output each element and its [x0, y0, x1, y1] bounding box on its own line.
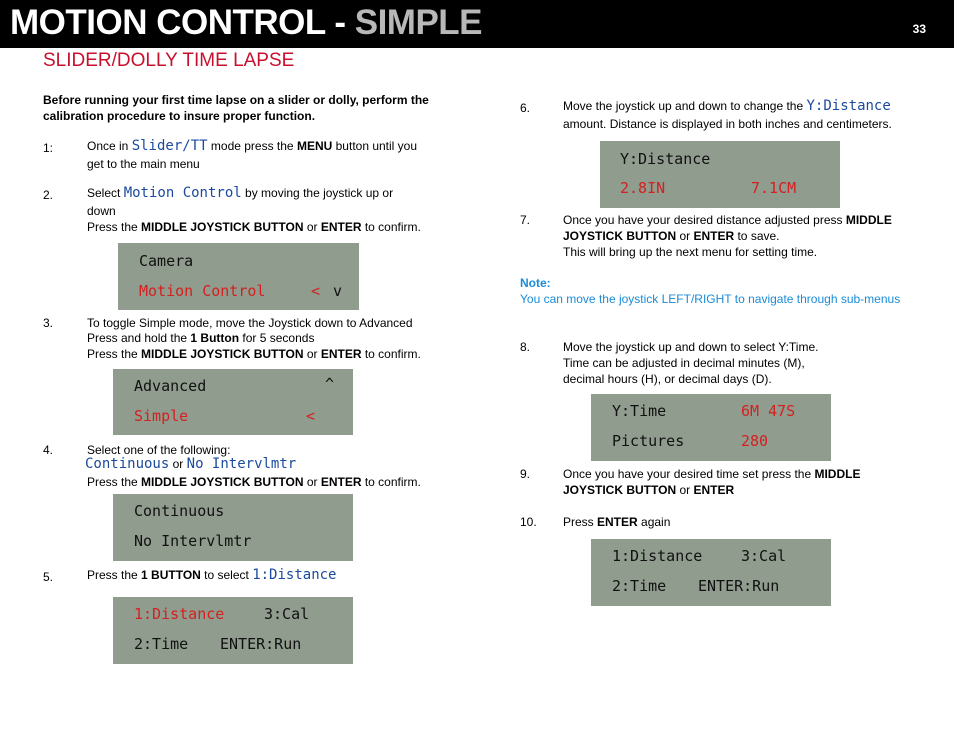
- lcd-pictures-count: 280: [741, 432, 769, 450]
- lcd-item-time: 2:Time: [134, 635, 189, 653]
- step-4-number: 4.: [43, 443, 54, 457]
- lcd-distance-inches: 2.8IN: [620, 179, 666, 197]
- lcd-scroll-up: ^: [325, 375, 335, 393]
- step-7-line-1: Once you have your desired distance adjusted press MIDDLE: [563, 213, 892, 227]
- lcd-cursor-left: <: [306, 407, 316, 425]
- lcd-distance-label: Y:Distance: [620, 150, 711, 168]
- lcd-scroll-down: v: [333, 282, 343, 300]
- lcd-distance-menu: [113, 597, 353, 664]
- step-4-line-1: Select one of the following:: [87, 443, 231, 457]
- step-5-line-1: Press the 1 BUTTON to select 1:Distance: [87, 567, 337, 583]
- step-6-line-1: Move the joystick up and down to change the Y:Distance: [563, 98, 891, 114]
- lcd-item-enter-run: ENTER:Run: [220, 635, 302, 653]
- step-2-line-2: down: [87, 204, 116, 218]
- intro-line-2: calibration procedure to insure proper function.: [43, 109, 316, 123]
- step-2-number: 2.: [43, 188, 54, 202]
- step-3-line-1: To toggle Simple mode, move the Joystick down to Advanced: [87, 316, 413, 330]
- step-8-line-2: Time can be adjusted in decimal minutes (M),: [563, 356, 805, 370]
- step-10-line-1: Press ENTER again: [563, 515, 671, 529]
- step-9-number: 9.: [520, 467, 531, 481]
- lcd-item-distance: 1:Distance: [134, 605, 225, 623]
- lcd-item-continuous: Continuous: [134, 502, 225, 520]
- step-3-number: 3.: [43, 316, 54, 330]
- lcd-distance-value: [600, 141, 840, 208]
- lcd-item-distance: 1:Distance: [612, 547, 703, 565]
- title-main: MOTION CONTROL -: [10, 3, 355, 42]
- step-8-line-1: Move the joystick up and down to select Y:Time.: [563, 340, 819, 354]
- note-body: You can move the joystick LEFT/RIGHT to navigate through sub-menus: [520, 292, 901, 306]
- step-2-line-3: Press the MIDDLE JOYSTICK BUTTON or ENTER to confirm.: [87, 220, 421, 234]
- page-title: [10, 3, 482, 43]
- step-1-number: 1:: [43, 141, 54, 155]
- step-7-line-3: This will bring up the next menu for setting time.: [563, 245, 818, 259]
- step-3-line-2: Press and hold the 1 Button for 5 seconds: [87, 331, 315, 345]
- lcd-item-time: 2:Time: [612, 577, 667, 595]
- step-6-number: 6.: [520, 101, 531, 115]
- step-8-line-3: decimal hours (H), or decimal days (D).: [563, 372, 772, 386]
- lcd-time-value: [591, 394, 831, 461]
- lcd-main-menu: [118, 243, 359, 310]
- step-7-line-2: JOYSTICK BUTTON or ENTER to save.: [563, 229, 780, 243]
- page-header: [0, 0, 954, 48]
- lcd-item-motion-control: Motion Control: [139, 282, 266, 300]
- section-subtitle: SLIDER/DOLLY TIME LAPSE: [43, 50, 295, 71]
- step-7-number: 7.: [520, 213, 531, 227]
- lcd-time-amount: 6M 47S: [741, 402, 796, 420]
- step-9-line-2: JOYSTICK BUTTON or ENTER: [563, 483, 735, 497]
- lcd-cursor-left: <: [311, 282, 321, 300]
- lcd-mode-select: [113, 369, 353, 435]
- step-8-number: 8.: [520, 340, 531, 354]
- step-4-line-2: Continuous or No Intervlmtr: [85, 456, 297, 472]
- note-title: Note:: [520, 276, 551, 290]
- lcd-pictures-label: Pictures: [612, 432, 685, 450]
- lcd-item-enter-run: ENTER:Run: [698, 577, 780, 595]
- step-9-line-1: Once you have your desired time set press the MIDDLE: [563, 467, 861, 481]
- lcd-run-menu: [591, 539, 831, 606]
- step-1-line-2: get to the main menu: [87, 157, 200, 171]
- step-3-line-3: Press the MIDDLE JOYSTICK BUTTON or ENTER to confirm.: [87, 347, 421, 361]
- step-6-line-2: amount. Distance is displayed in both inches and centimeters.: [563, 117, 892, 131]
- step-5-number: 5.: [43, 570, 54, 584]
- lcd-distance-cm: 7.1CM: [751, 179, 797, 197]
- title-accent: SIMPLE: [354, 3, 483, 42]
- page-number: 33: [912, 22, 926, 36]
- step-10-number: 10.: [520, 515, 537, 529]
- lcd-item-camera: Camera: [139, 252, 194, 270]
- step-1-line-1: Once in Slider/TT mode press the MENU button until you: [87, 138, 418, 154]
- step-2-line-1: Select Motion Control by moving the joystick up or: [87, 185, 394, 201]
- lcd-time-label: Y:Time: [612, 402, 667, 420]
- lcd-item-no-intervlmtr: No Intervlmtr: [134, 532, 252, 550]
- lcd-item-simple: Simple: [134, 407, 189, 425]
- step-4-line-3: Press the MIDDLE JOYSTICK BUTTON or ENTER to confirm.: [87, 475, 421, 489]
- lcd-item-cal: 3:Cal: [741, 547, 787, 565]
- intro-line-1: Before running your first time lapse on a slider or dolly, perform the: [43, 93, 429, 107]
- lcd-mode-type: [113, 494, 353, 561]
- lcd-item-advanced: Advanced: [134, 377, 207, 395]
- lcd-item-cal: 3:Cal: [264, 605, 310, 623]
